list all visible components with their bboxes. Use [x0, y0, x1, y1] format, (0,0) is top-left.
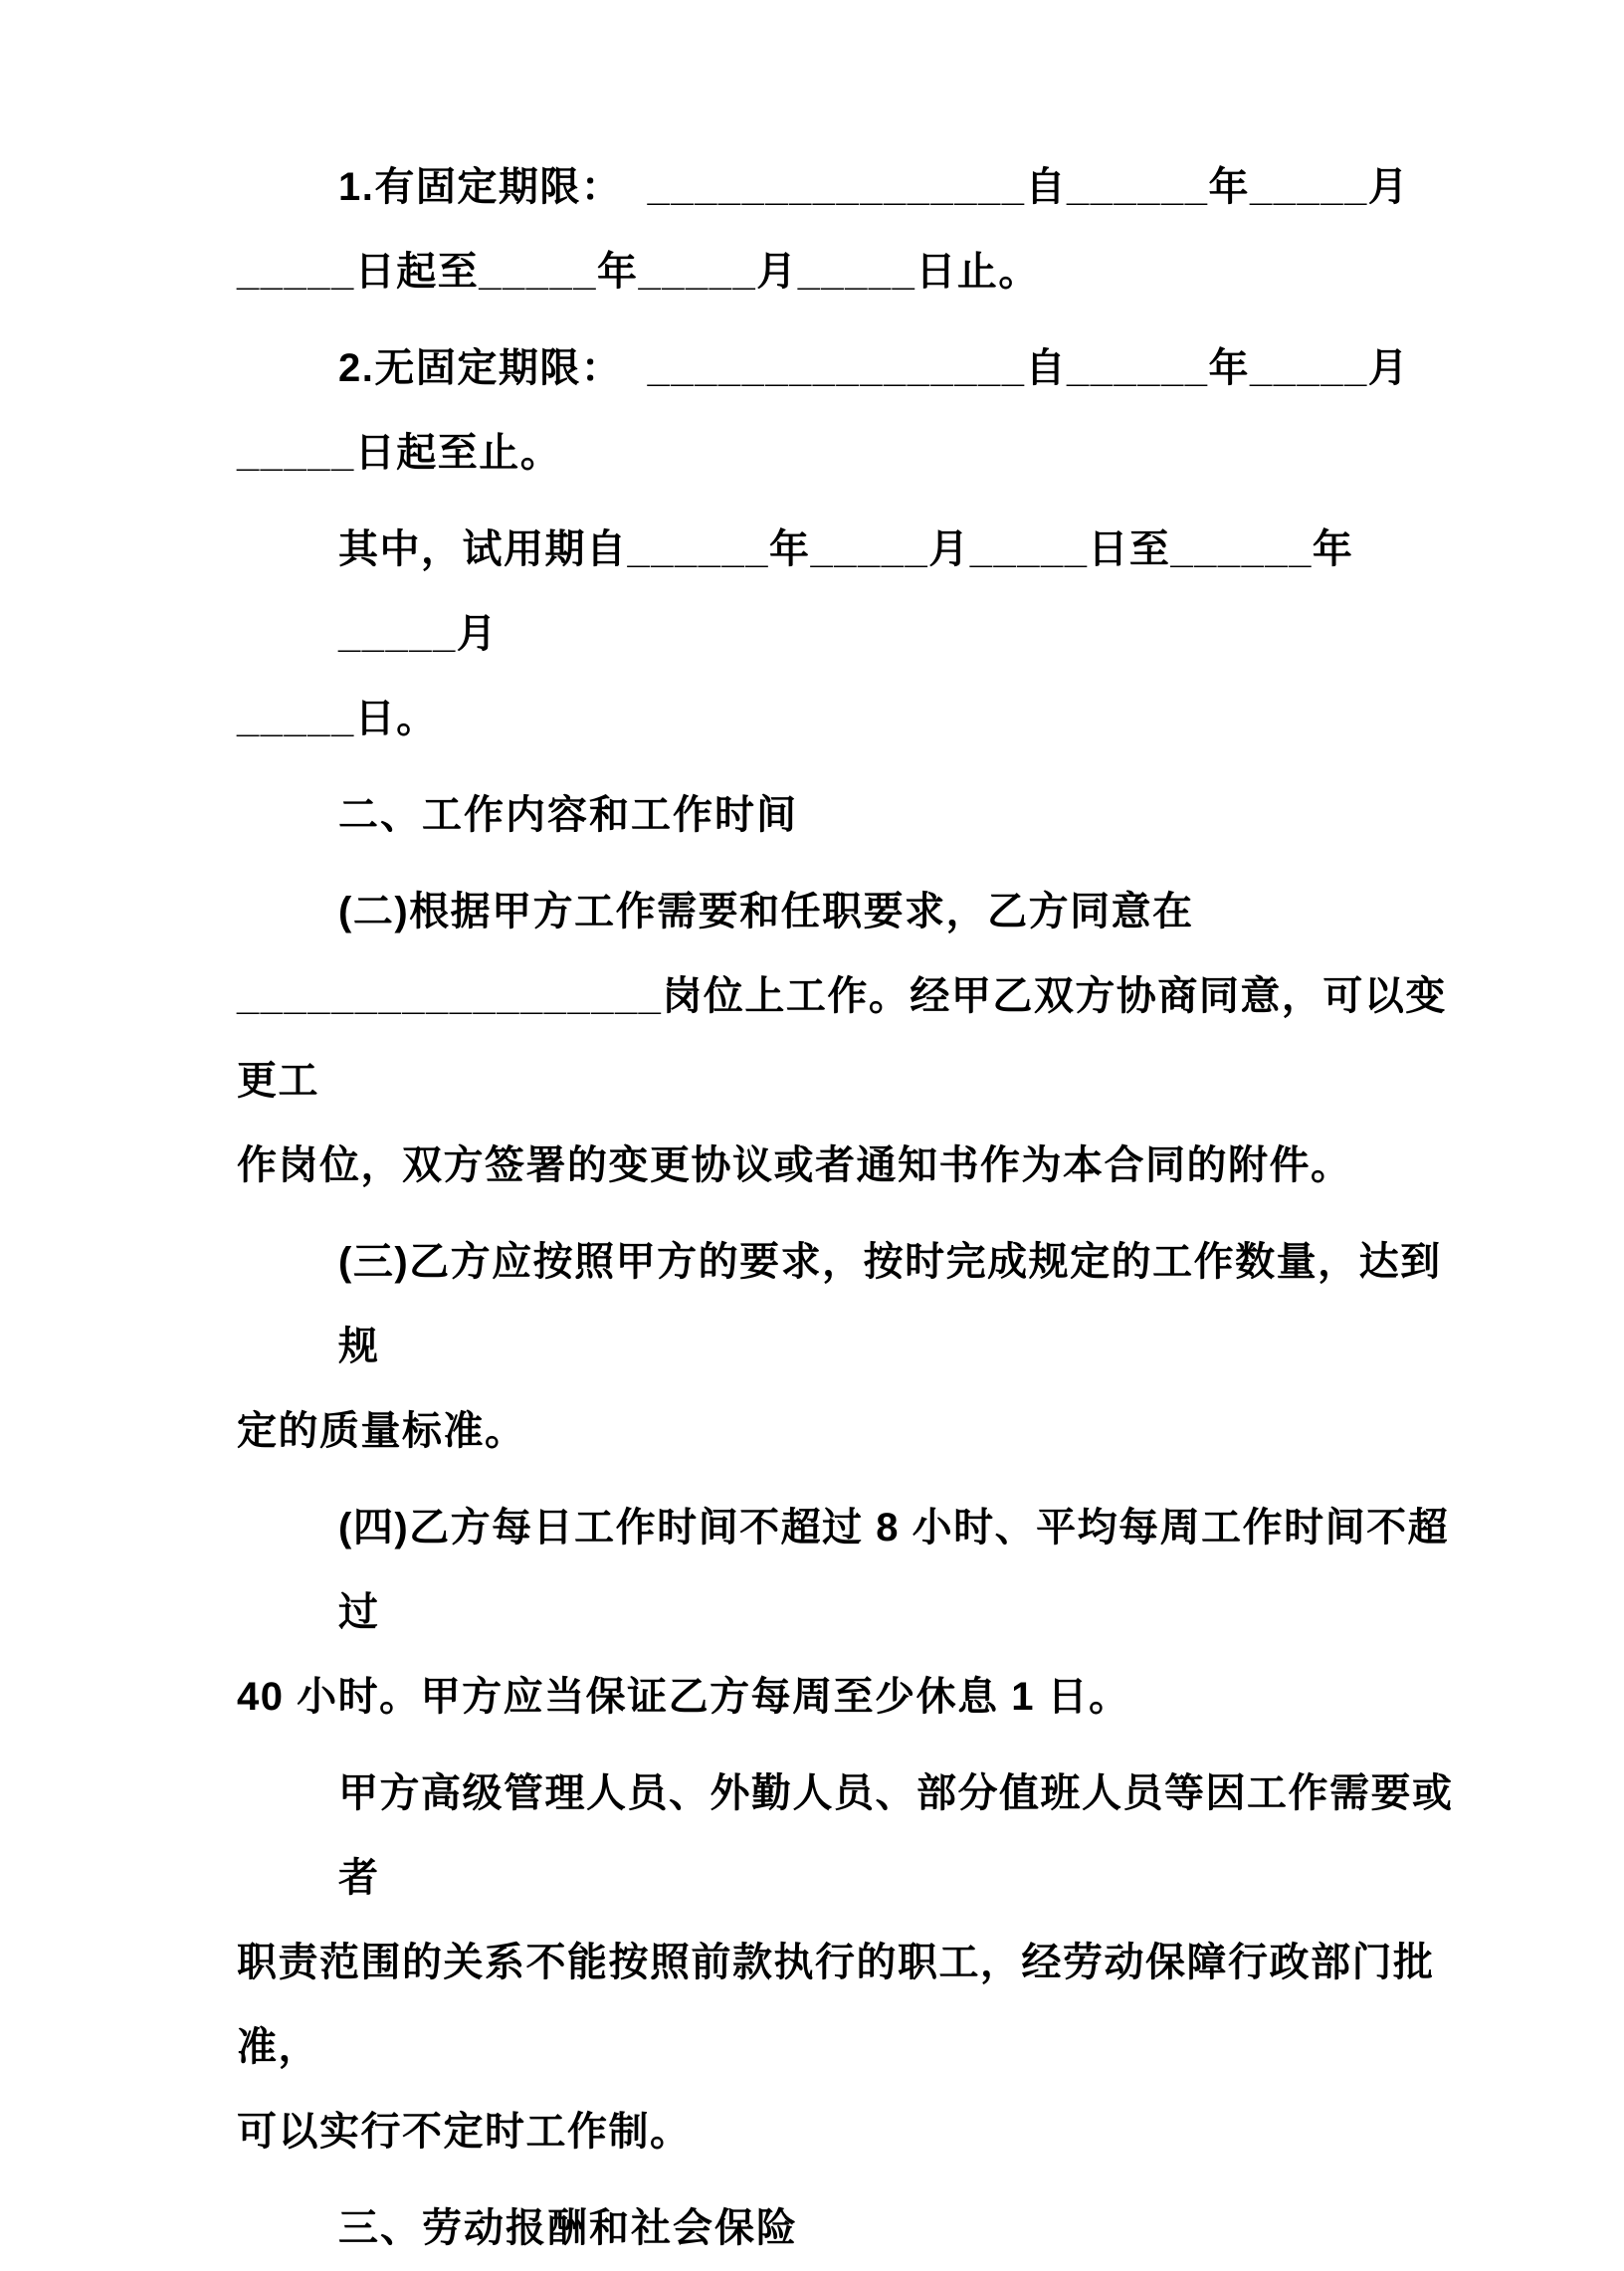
- clause-1-fixed-term: [237, 145, 1455, 314]
- probation-line-1: 其中，试用期自______年_____月_____日至______年_____月: [338, 527, 1354, 656]
- work-hours-line-1: (四)乙方每日工作时间不超过 8 小时、平均每周工作时间不超过: [338, 1506, 1450, 1634]
- work-quality-line-1: (三)乙方应按照甲方的要求，按时完成规定的工作数量，达到规: [338, 1240, 1442, 1368]
- flexible-system-line-1: 甲方高级管理人员、外勤人员、部分值班人员等因工作需要或者: [338, 1771, 1454, 1900]
- clause-work-post: [237, 870, 1455, 1208]
- clause-work-quantity-quality: [237, 1220, 1455, 1474]
- probation-period-clause: [237, 508, 1455, 761]
- work-quality-line-2: 定的质量标准。: [237, 1409, 526, 1453]
- section-3-heading: [237, 2186, 1455, 2271]
- flexible-system-line-2: 职责范围的关系不能按照前款执行的职工，经劳动保障行政部门批准，: [237, 1941, 1435, 2069]
- flexible-system-line-3: 可以实行不定时工作制。: [237, 2110, 692, 2154]
- clause-1-line-2: _____日起至_____年_____月_____日止。: [237, 250, 1040, 294]
- clause-flexible-working-system: [237, 1752, 1455, 2174]
- clause-2-line-2: _____日起至止。: [237, 431, 562, 475]
- section-3-heading-text: 三、劳动报酬和社会保险: [338, 2206, 798, 2250]
- clause-work-hours: [237, 1486, 1455, 1740]
- work-hours-line-2: 40 小时。甲方应当保证乙方每周至少休息 1 日。: [237, 1675, 1130, 1719]
- work-post-line-2: __________________岗位上工作。经甲乙双方协商同意，可以变更工: [237, 974, 1447, 1103]
- section-2-heading-text: 二、工作内容和工作时间: [338, 793, 798, 837]
- probation-line-2: _____日。: [237, 697, 438, 740]
- clause-2-line-1: 2.无固定期限： ________________自______年_____月: [338, 346, 1410, 390]
- clause-1-line-1: 1.有固定期限： ________________自______年_____月: [338, 165, 1410, 209]
- clause-2-open-term: [237, 326, 1455, 496]
- section-2-heading: [237, 773, 1455, 858]
- work-post-line-1: (二)根据甲方工作需要和任职要求，乙方同意在: [338, 890, 1194, 933]
- work-post-line-3: 作岗位，双方签署的变更协议或者通知书作为本合同的附件。: [237, 1143, 1352, 1187]
